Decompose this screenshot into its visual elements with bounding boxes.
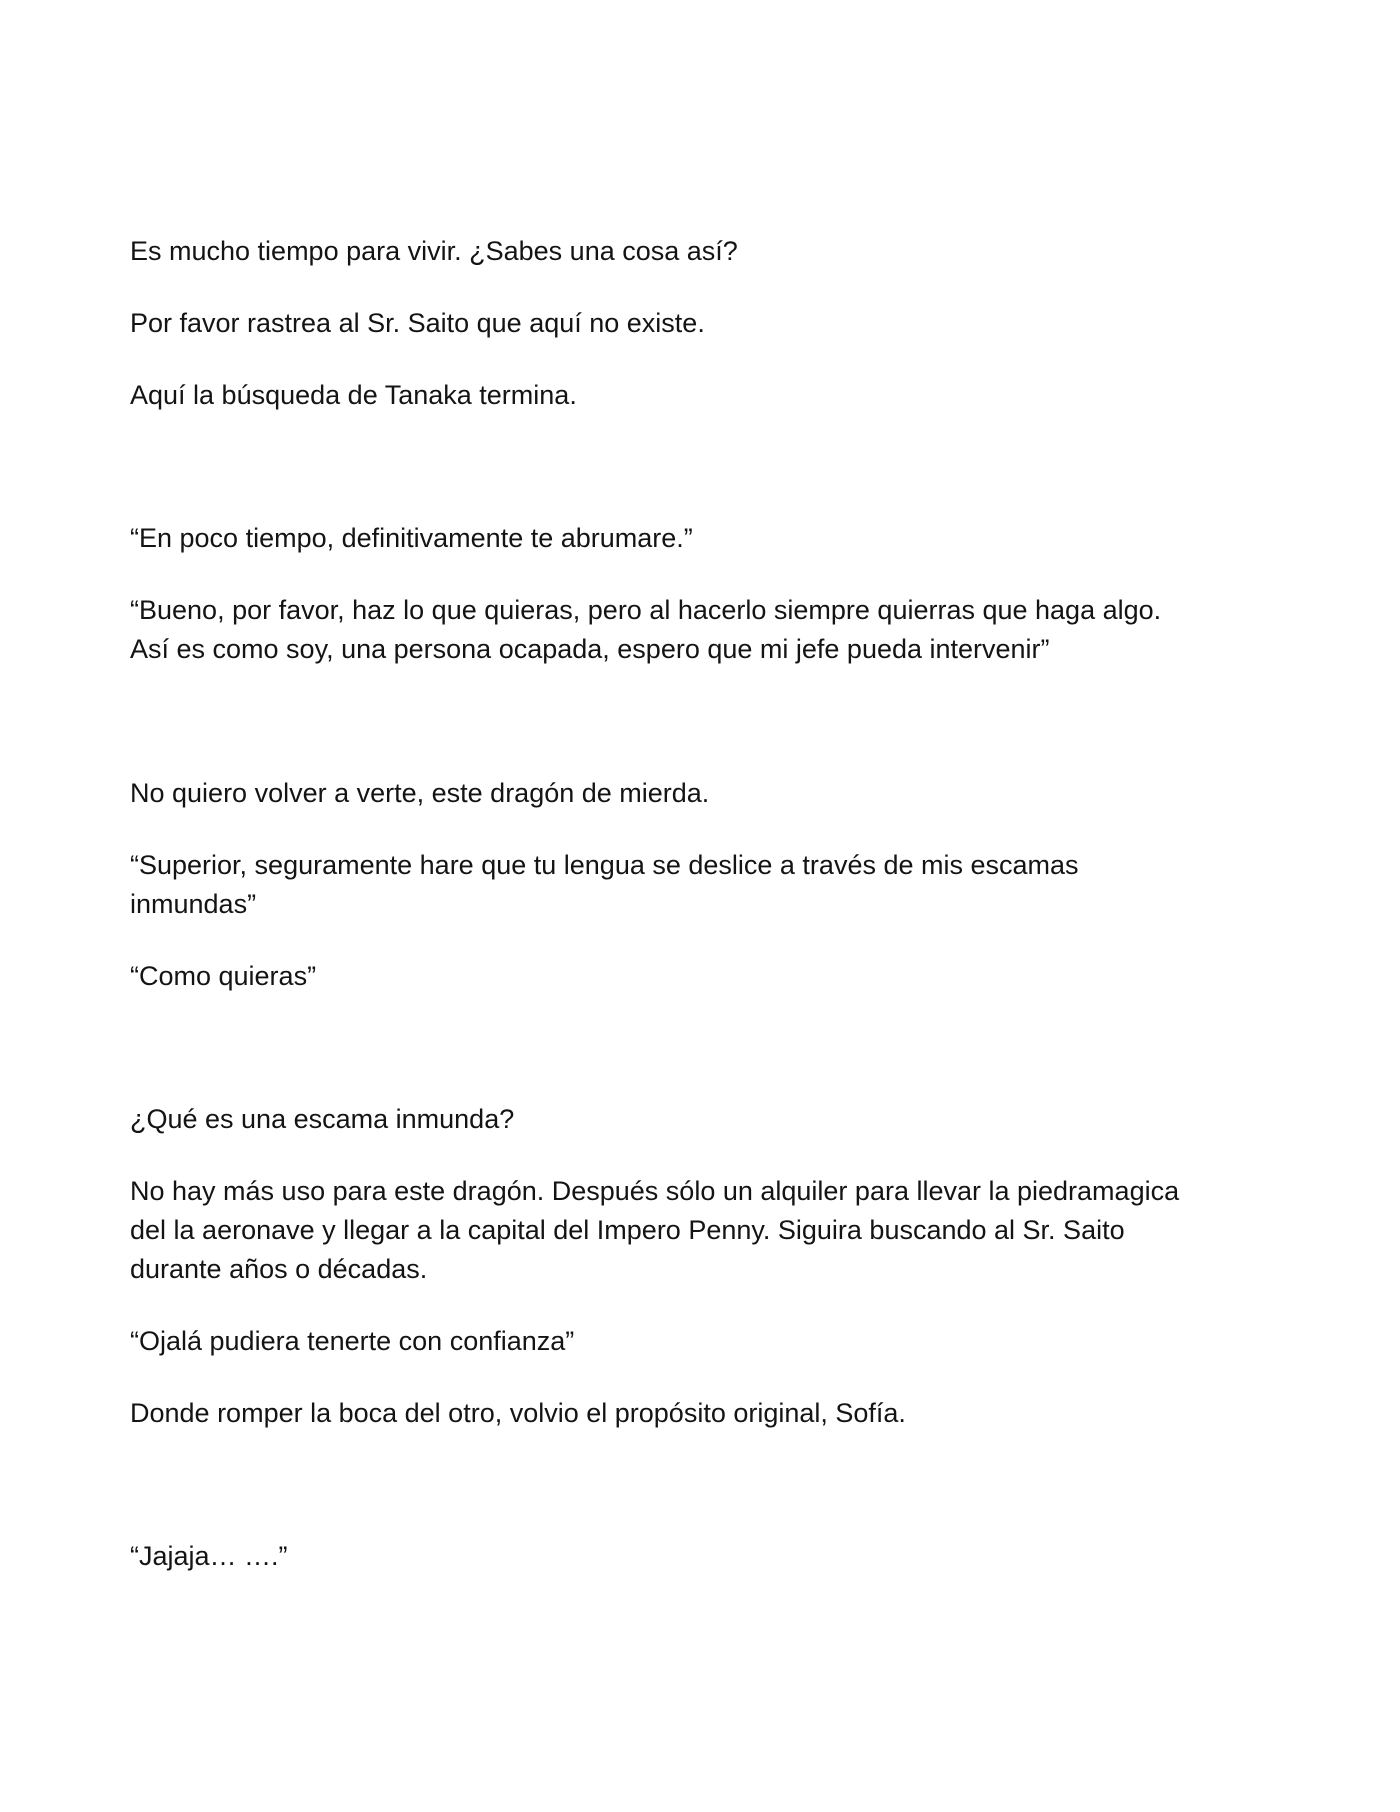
paragraph (130, 957, 1280, 996)
text-line: “Superior, seguramente hare que tu lengua se deslice a través de mis escamas (130, 850, 1079, 880)
paragraph (130, 846, 1280, 924)
text-line: No hay más uso para este dragón. Después sólo un alquiler para llevar la piedramagica (130, 1176, 1180, 1206)
text-line: “Jajaja… ….” (130, 1541, 288, 1571)
text-line: Donde romper la boca del otro, volvio el propósito original, Sofía. (130, 1398, 906, 1428)
text-line: Así es como soy, una persona ocapada, espero que mi jefe pueda intervenir” (130, 634, 1050, 664)
text-line: “En poco tiempo, definitivamente te abrumare.” (130, 523, 693, 553)
paragraph (130, 519, 1280, 558)
text-line: del la aeronave y llegar a la capital del Impero Penny. Siguira buscando al Sr. Saito (130, 1215, 1125, 1245)
text-line: Es mucho tiempo para vivir. ¿Sabes una cosa así? (130, 236, 738, 266)
text-line: Aquí la búsqueda de Tanaka termina. (130, 380, 577, 410)
paragraph (130, 1322, 1280, 1361)
text-line: “Bueno, por favor, haz lo que quieras, pero al hacerlo siempre quierras que haga algo. (130, 595, 1162, 625)
paragraph (130, 304, 1280, 343)
paragraph (130, 1394, 1280, 1433)
paragraph (130, 1100, 1280, 1139)
text-line: Por favor rastrea al Sr. Saito que aquí no existe. (130, 308, 705, 338)
paragraph (130, 376, 1280, 415)
paragraph (130, 232, 1280, 271)
paragraph (130, 774, 1280, 813)
text-line: “Como quieras” (130, 961, 317, 991)
text-line: durante años o décadas. (130, 1254, 428, 1284)
text-line: inmundas” (130, 889, 257, 919)
text-line: ¿Qué es una escama inmunda? (130, 1104, 515, 1134)
text-line: “Ojalá pudiera tenerte con confianza” (130, 1326, 575, 1356)
paragraph (130, 591, 1280, 669)
paragraph (130, 1172, 1280, 1289)
paragraph (130, 1537, 1280, 1576)
text-line: No quiero volver a verte, este dragón de mierda. (130, 778, 710, 808)
